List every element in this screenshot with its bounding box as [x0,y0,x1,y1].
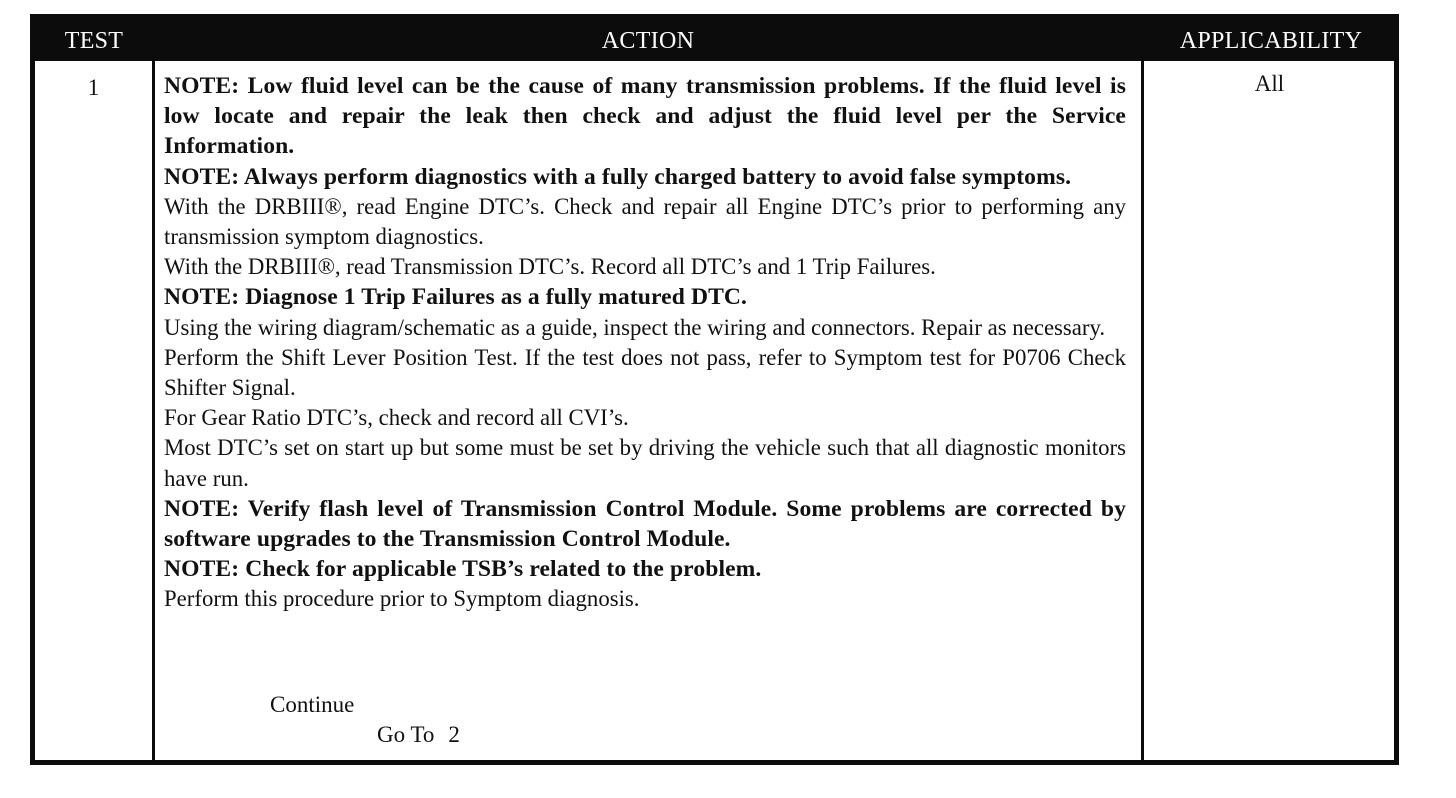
action-paragraph: For Gear Ratio DTC’s, check and record all CVI’s. [164,405,629,431]
action-paragraph: NOTE: Verify flash level of Transmission Control Module. Some problems are corrected by software upgrades to the Transmission Control Module. [164,495,1126,553]
diagnostic-test-table [30,14,1399,765]
applicability-value: All [1254,71,1285,96]
action-text-block [164,71,1126,615]
applicability-cell [1144,61,1399,760]
test-cell [35,61,152,760]
test-number: 1 [87,75,100,100]
action-paragraph: Most DTC’s set on start up but some must be set by driving the vehicle such that all diagnostic monitors have run. [164,435,1126,491]
action-paragraph: With the DRBIII®, read Engine DTC’s. Check and repair all Engine DTC’s prior to performing any transmission symptom diagnostics. [164,193,1126,250]
action-paragraph: NOTE: Diagnose 1 Trip Failures as a fully matured DTC. [164,284,748,311]
header-action: ACTION [601,28,695,54]
action-paragraph: With the DRBIII®, read Transmission DTC’s. Record all DTC’s and 1 Trip Failures. [164,254,936,280]
action-paragraph: NOTE: Low fluid level can be the cause of many transmission problems. If the fluid level is low locate and repair the leak then check and adjust the fluid level per the Service Information. [164,73,1126,160]
header-applicability: APPLICABILITY [1179,28,1363,54]
action-cell [155,61,1141,760]
goto-label-text: Go To [377,722,435,747]
header-test: TEST [64,28,124,54]
action-paragraph: Perform the Shift Lever Position Test. If the test does not pass, refer to Symptom test for P0706 Check Shifter Signal. [164,344,1126,401]
action-paragraph: NOTE: Check for applicable TSB’s related to the problem. [164,556,762,583]
continue-label: Continue [270,692,355,717]
action-paragraph: NOTE: Always perform diagnostics with a fully charged battery to avoid false symptoms. [164,163,1072,190]
action-paragraph: Using the wiring diagram/schematic as a guide, inspect the wiring and connectors. Repair as necessary. [164,314,1106,340]
action-paragraph: Perform this procedure prior to Symptom diagnosis. [164,586,640,612]
goto-link[interactable] [377,722,460,748]
goto-target-number: 2 [448,722,460,747]
table-header-row [35,19,1394,61]
